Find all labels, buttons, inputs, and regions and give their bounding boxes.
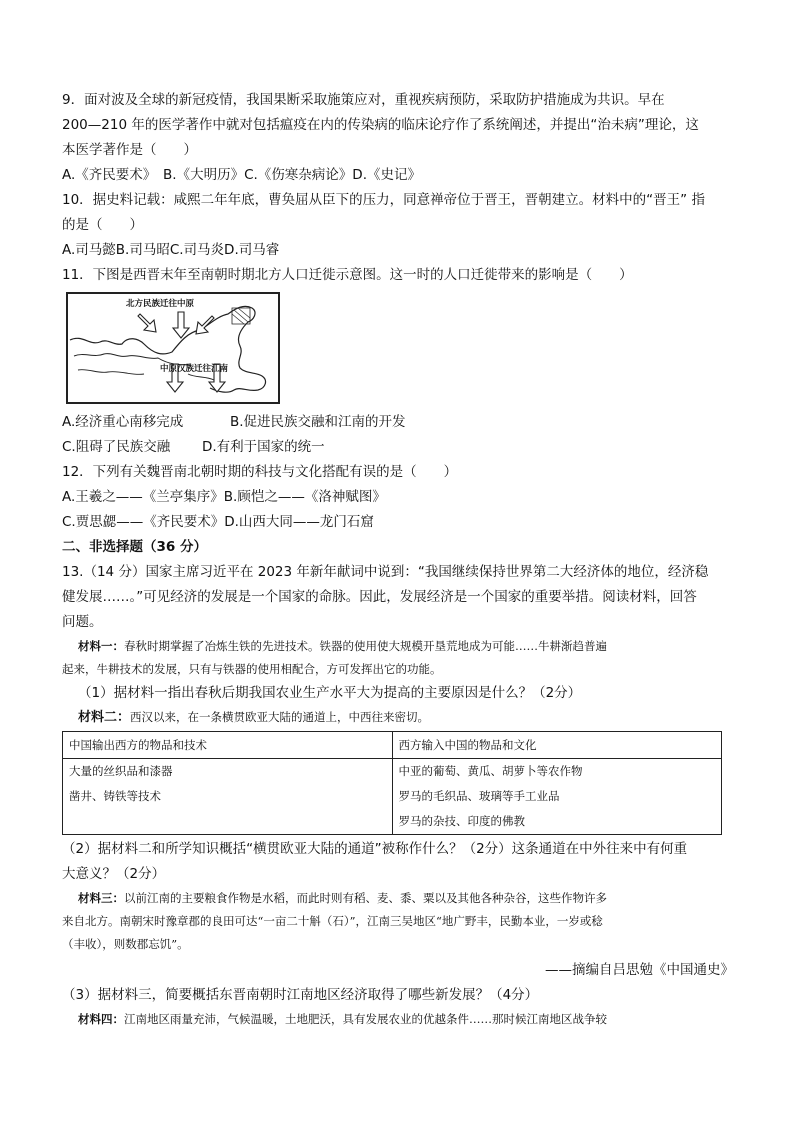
map-label-north: 北方民族迁往中原 (126, 299, 195, 309)
q12-stem: 12．下列有关魏晋南北朝时期的科技与文化搭配有误的是（ ） (62, 464, 458, 480)
material-2-line (62, 706, 734, 729)
trade-table (62, 731, 722, 835)
question-10 (62, 188, 734, 263)
southern-line (78, 370, 144, 375)
material-3-source: ——摘编自吕思勉《中国通史》 (545, 962, 734, 978)
exam-page-content (62, 88, 734, 1031)
trade-table-header (63, 732, 722, 759)
material-1-text-1: 春秋时期掌握了冶炼生铁的先进技术。铁器的使用使大规模开垦荒地成为可能……牛耕渐趋普遍 (124, 639, 607, 653)
import-item-3: 罗马的杂技、印度的佛教 (398, 814, 525, 828)
export-item-1: 大量的丝织品和漆器 (69, 764, 173, 778)
q10-stem-line-1: 10．据史料记载：咸熙二年年底，曹奂屈从臣下的压力，同意禅帝位于晋王，晋朝建立。材料中的“晋王” 指 (62, 192, 705, 208)
question-11 (62, 263, 734, 460)
q9-stem-line-3: 本医学著作是（ ） (62, 142, 197, 158)
q9-stem-line-2: 200—210 年的医学著作中就对包括瘟疫在内的传染病的临床论疗作了系统阐述，并提出“治未病”理论，这 (62, 117, 699, 133)
material-3-line-1 (62, 887, 734, 910)
q13-sub-1: （1）据材料一指出春秋后期我国农业生产水平大为提高的主要原因是什么？（2分） (78, 685, 582, 701)
q11-options-row-2 (62, 435, 734, 460)
material-1-line-2: 起来，牛耕技术的发展，只有与铁器的使用相配合，方可发挥出它的功能。 (62, 662, 442, 676)
north-arrow-3 (196, 316, 214, 334)
material-3-line-2: 来自北方。南朝宋时豫章郡的良田可达“一亩二十斛（石）”，江南三吴地区“地广野丰，民勤本业，一岁或稔 (62, 914, 603, 928)
material-2-text: 西汉以来，在一条横贯欧亚大陆的通道上，中西往来密切。 (130, 710, 430, 724)
material-2-label: 材料二： (78, 710, 131, 725)
trade-table-import-cell (392, 759, 722, 835)
material-4-line-1 (62, 1008, 734, 1031)
jiangnan-line (188, 374, 214, 380)
import-item-2: 罗马的毛织品、玻璃等手工业品 (398, 789, 560, 803)
material-4-label: 材料四： (78, 1012, 124, 1026)
q11-options-row-1 (62, 410, 734, 435)
section-2-title: 二、非选择题（36 分） (62, 539, 207, 555)
migration-map (66, 292, 280, 404)
question-9 (62, 88, 734, 188)
material-4 (62, 1008, 734, 1031)
q11-stem: 11．下图是西晋末年至南朝时期北方人口迁徙示意图。这一时的人口迁徙带来的影响是（ ） (62, 267, 633, 283)
trade-table-export-cell (63, 759, 393, 835)
material-4-text-1: 江南地区雨量充沛，气候温暖，土地肥沃，具有发展农业的优越条件……那时候江南地区战争较 (124, 1012, 607, 1026)
north-arrow-1 (138, 314, 156, 332)
q13-sub-3: （3）据材料三，简要概括东晋南朝时江南地区经济取得了哪些新发展？（4分） (62, 987, 539, 1003)
q13-sub-2-line-2: 大意义？（2分） (62, 866, 166, 882)
material-3-text-1: 以前江南的主要粮食作物是水稻，而此时则有稻、麦、黍、粟以及其他各种杂谷，这些作物许多 (124, 891, 607, 905)
question-13 (62, 560, 734, 1031)
material-1-label: 材料一： (78, 639, 124, 653)
q13-intro-line-3: 问题。 (62, 614, 103, 630)
q9-options: A.《齐民要术》 B.《大明历》C.《伤寒杂病论》D.《史记》 (62, 167, 421, 183)
q11-option-a: A.经济重心南移完成 (62, 414, 184, 430)
northern-coastline (70, 306, 255, 354)
q13-intro-line-1: 13.（14 分）国家主席习近平在 2023 年新年献词中说到：“我国继续保持世界第二大经济体的地位，经济稳 (62, 564, 709, 580)
q11-option-d: D.有利于国家的统一 (202, 439, 325, 455)
migration-map-drawing (68, 294, 278, 402)
northeast-hatching (232, 308, 250, 324)
q12-options-row-2: C.贾思勰——《齐民要术》D.山西大同——龙门石窟 (62, 514, 374, 530)
q10-options: A.司马懿B.司马昭C.司马炎D.司马睿 (62, 242, 280, 258)
q10-stem-line-2: 的是（ ） (62, 217, 143, 233)
material-3 (62, 887, 734, 956)
material-3-label: 材料三： (78, 891, 124, 905)
q13-sub-2-line-1: （2）据材料二和所学知识概括“横贯欧亚大陆的通道”被称作什么？（2分）这条通道在中外往来中有何重 (62, 841, 688, 857)
q13-intro-line-2: 健发展……。”可见经济的发展是一个国家的命脉。因此，发展经济是一个国家的重要举措。阅读材料，回答 (62, 589, 697, 605)
trade-table-header-import: 西方输入中国的物品和文化 (392, 732, 722, 759)
material-3-line-3: （丰收），则数郡忘饥”。 (62, 937, 189, 951)
trade-table-row (63, 759, 722, 835)
material-1 (62, 635, 734, 681)
question-12 (62, 460, 734, 535)
q11-option-c: C.阻碍了民族交融 (62, 439, 171, 455)
q9-stem-line-1: 9．面对波及全球的新冠疫情，我国果断采取施策应对，重视疾病预防，采取防护措施成为共识。早在 (62, 92, 665, 108)
material-1-line-1 (62, 635, 734, 658)
material-2 (62, 706, 734, 729)
export-item-2: 凿井、铸铁等技术 (69, 789, 161, 803)
trade-table-header-export: 中国输出西方的物品和技术 (63, 732, 393, 759)
q12-options-row-1: A.王羲之——《兰亭集序》B.顾恺之——《洛神赋图》 (62, 489, 386, 505)
north-arrow-2 (173, 312, 189, 338)
map-label-south: 中原汉族迁往江南 (160, 364, 229, 374)
import-item-1: 中亚的葡萄、黄瓜、胡萝卜等农作物 (398, 764, 583, 778)
q11-option-b: B.促进民族交融和江南的开发 (230, 414, 406, 430)
